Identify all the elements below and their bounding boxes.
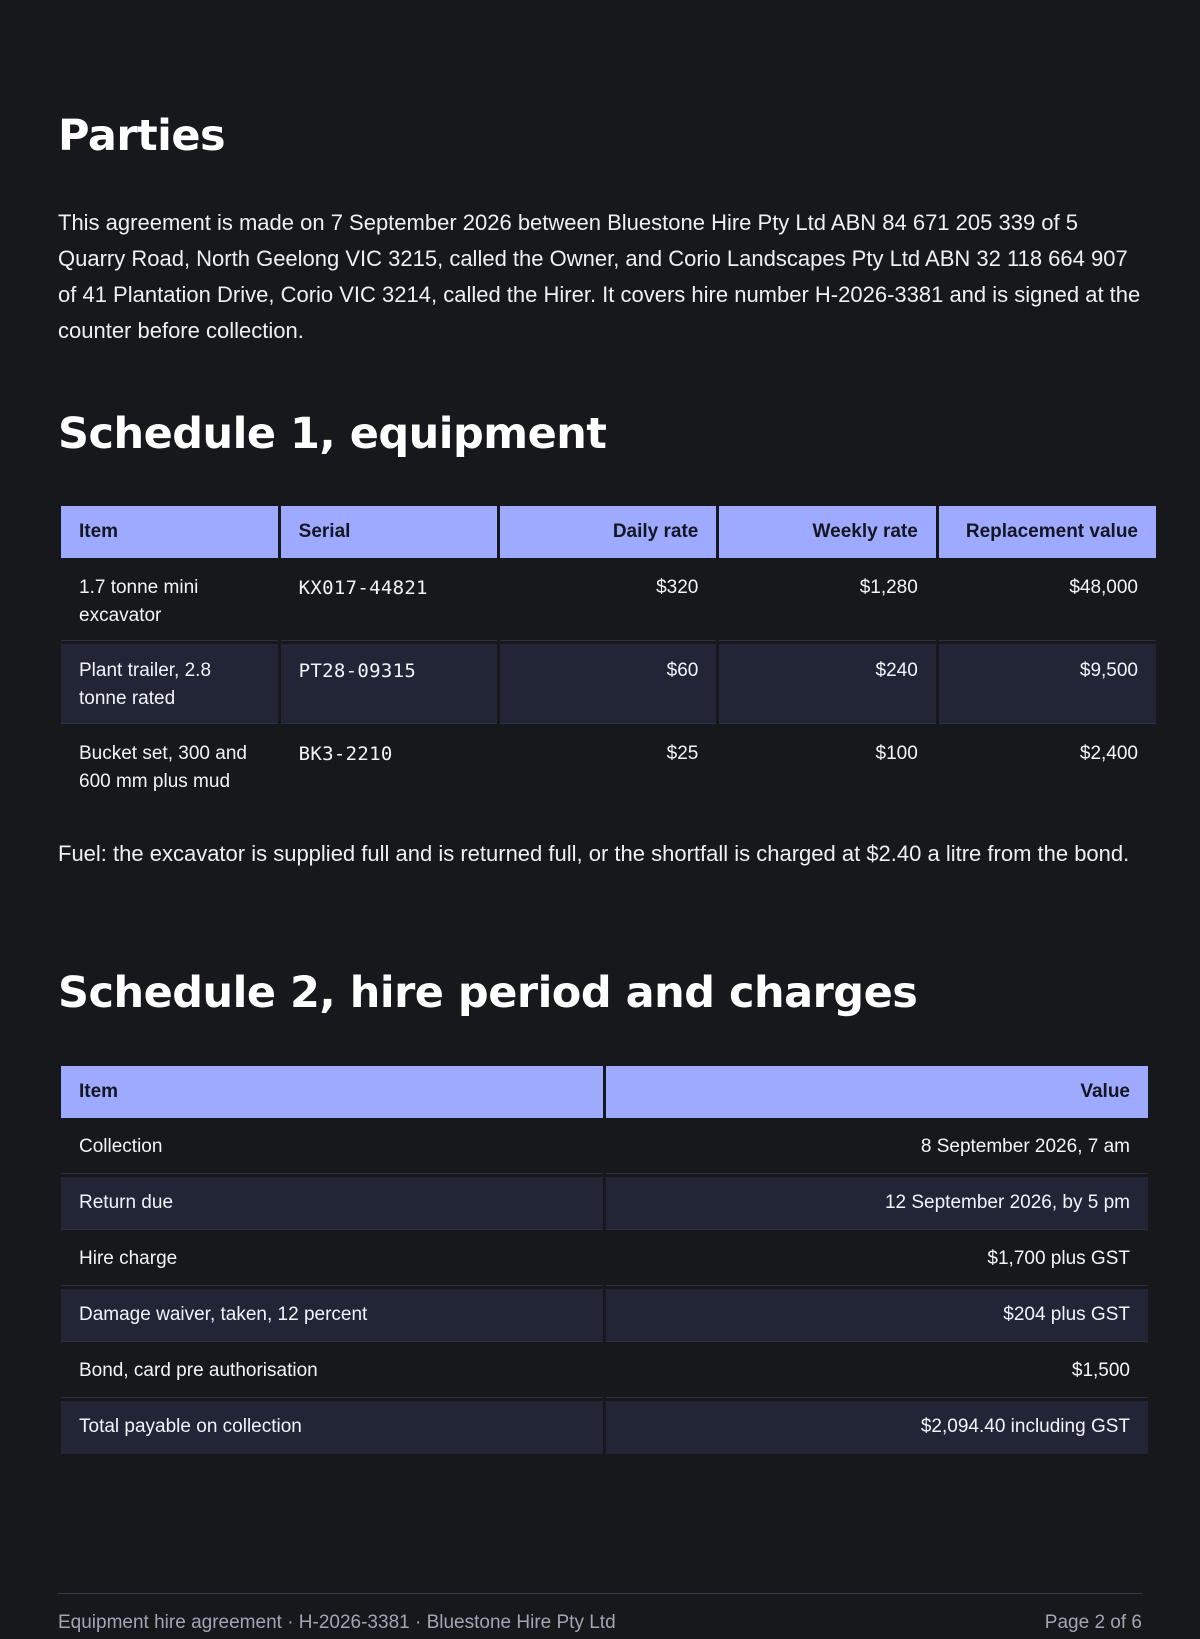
cell-daily-rate: $60 <box>500 644 716 724</box>
cell-item: Damage waiver, taken, 12 percent <box>61 1289 603 1342</box>
schedule-1-heading: Schedule 1, equipment <box>58 409 607 459</box>
cell-replacement-value: $48,000 <box>939 561 1156 641</box>
cell-value: 8 September 2026, 7 am <box>606 1121 1148 1174</box>
cell-weekly-rate: $100 <box>875 743 918 764</box>
cell-daily-rate: $25 <box>666 743 699 764</box>
cell-item: Return due <box>61 1177 603 1230</box>
footer-page-number: Page 2 of 6 <box>1044 1612 1142 1633</box>
table-header-row <box>61 1066 1148 1118</box>
column-header-weekly-rate: Weekly rate <box>719 506 935 558</box>
cell-value: $2,094.40 including GST <box>606 1401 1148 1454</box>
equipment-table <box>58 503 1159 810</box>
table-row <box>61 644 1156 724</box>
cell-replacement-value: $9,500 <box>939 644 1156 724</box>
table-row <box>61 727 1156 807</box>
fuel-note: Fuel: the excavator is supplied full and is returned full, or the shortfall is charged at $2.40 a litre from the bond. <box>58 841 1130 866</box>
table-row <box>61 1289 1148 1342</box>
cell-item: Collection <box>61 1121 603 1174</box>
cell-item: 1.7 tonne mini excavator <box>61 561 278 641</box>
cell-value: $1,700 plus GST <box>606 1233 1148 1286</box>
cell-weekly-rate: $1,280 <box>719 561 935 641</box>
cell-item: Bond, card pre authorisation <box>61 1345 603 1398</box>
column-header-daily-rate: Daily rate <box>500 506 716 558</box>
column-header-item: Item <box>61 1066 603 1118</box>
table-row <box>61 1233 1148 1286</box>
cell-serial: KX017-44821 <box>281 561 498 641</box>
page-footer <box>58 1593 1142 1634</box>
cell-item: Hire charge <box>61 1233 603 1286</box>
cell-value: 12 September 2026, by 5 pm <box>606 1177 1148 1230</box>
hire-charges-table <box>58 1063 1151 1457</box>
column-header-replacement-value: Replacement value <box>939 506 1156 558</box>
table-row <box>61 1177 1148 1230</box>
cell-replacement-value: $2,400 <box>1079 743 1138 764</box>
cell-item: Bucket set, 300 and 600 mm plus mud <box>79 743 247 792</box>
cell-daily-rate: $320 <box>500 561 716 641</box>
column-header-item: Item <box>61 506 278 558</box>
footer-document-label: Equipment hire agreement · H-2026-3381 · Bluestone Hire Pty Ltd <box>58 1612 616 1633</box>
cell-serial: BK3-2210 <box>298 743 393 765</box>
table-row <box>61 1121 1148 1174</box>
column-header-serial: Serial <box>281 506 498 558</box>
cell-item: Plant trailer, 2.8 tonne rated <box>61 644 278 724</box>
parties-heading: Parties <box>58 111 226 161</box>
table-row <box>61 1401 1148 1454</box>
cell-value: $1,500 <box>606 1345 1148 1398</box>
cell-serial: PT28-09315 <box>281 644 498 724</box>
cell-weekly-rate: $240 <box>719 644 935 724</box>
table-row <box>61 1345 1148 1398</box>
table-row <box>61 561 1156 641</box>
cell-item: Total payable on collection <box>61 1401 603 1454</box>
schedule-2-heading: Schedule 2, hire period and charges <box>58 968 918 1018</box>
column-header-value: Value <box>606 1066 1148 1118</box>
table-header-row <box>61 506 1156 558</box>
cell-value: $204 plus GST <box>606 1289 1148 1342</box>
parties-paragraph: This agreement is made on 7 September 2026 between Bluestone Hire Pty Ltd ABN 84 671 205 339 of 5 Quarry Road, North Geelong VIC 3215, called the Owner, and Corio Landscapes Pty Ltd ABN 32 118 664 907 of 41 Plantation Drive, Corio VIC 3214, called the Hirer. It covers hire number H-2026-3381 and is signed at the counter before collection. <box>58 210 1141 343</box>
